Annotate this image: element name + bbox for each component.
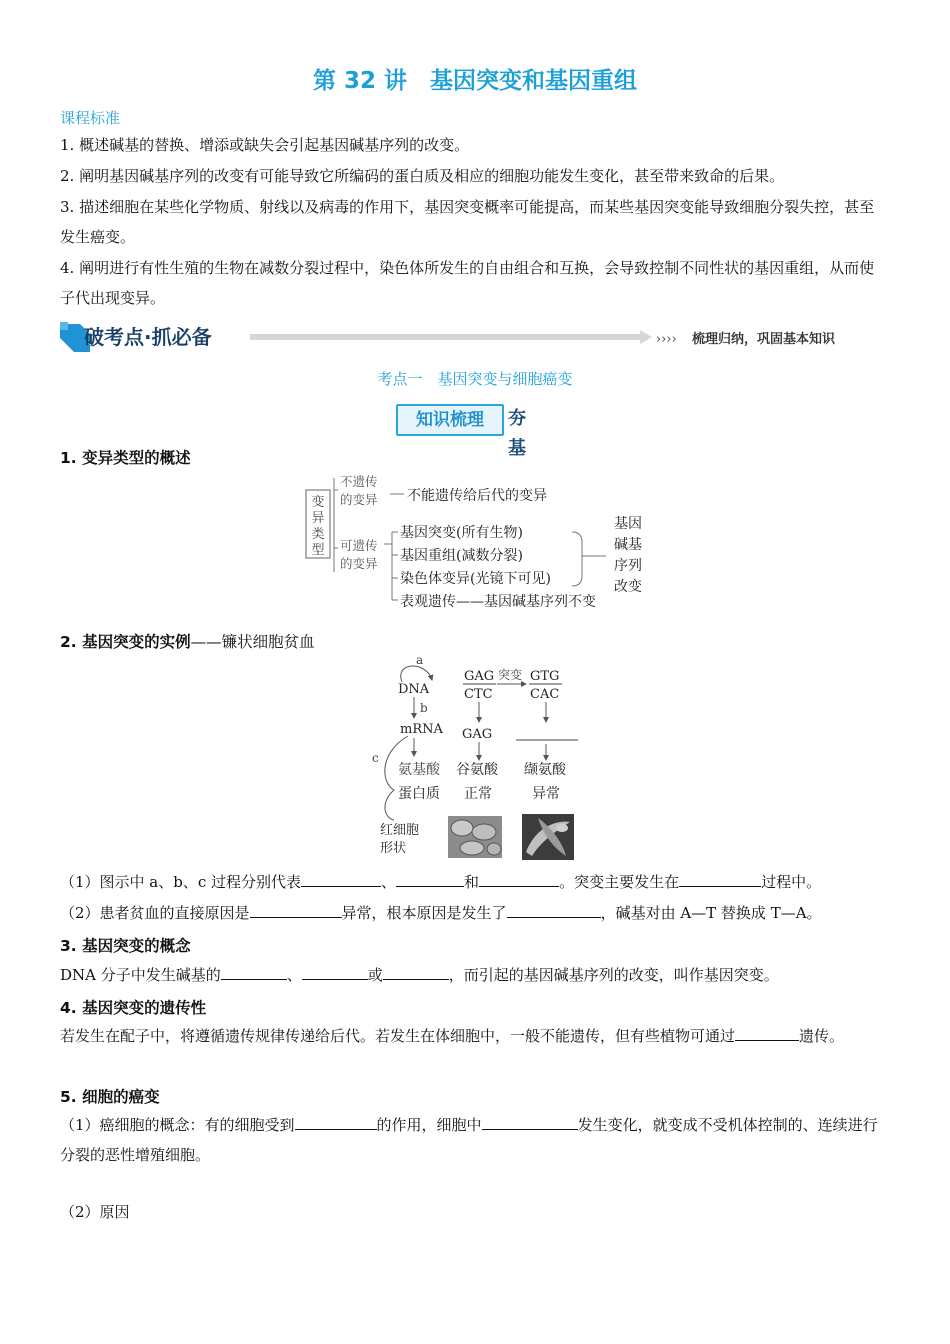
p5-lead: （1）癌细胞的概念：有的细胞受到 — [60, 1116, 295, 1134]
section-2-num: 2 — [60, 633, 71, 651]
d2-rbc1-line: 形状 — [380, 841, 407, 856]
section-5-title: . 细胞的癌变 — [70, 1088, 160, 1106]
normal-mrna-codon: GAG — [462, 727, 493, 742]
p3-sep2: 或 — [367, 966, 383, 984]
paragraph-3 — [60, 960, 886, 990]
question-1 — [60, 867, 886, 897]
section-2-title: . 基因突变的实例 — [70, 633, 191, 651]
non-heritable-desc: 不能遗传给后代的变异 — [407, 488, 547, 504]
p5-mid: 的作用，细胞中 — [376, 1116, 482, 1134]
section-4-title: . 基因突变的遗传性 — [70, 999, 207, 1017]
section-4-heading — [60, 996, 206, 1018]
section-3-title: . 基因突变的概念 — [70, 937, 191, 955]
branch-chromosome-variation: 染色体变异(光镜下可见) — [400, 571, 551, 587]
banner-right-text: 梳理归纳，巩固基本知识 — [692, 332, 836, 347]
section-4-num: 4 — [60, 999, 71, 1017]
q2-blank-b[interactable] — [507, 902, 601, 918]
section-5-num: 5 — [60, 1088, 71, 1106]
section-5-heading — [60, 1085, 160, 1107]
d1-root-line: 类 — [311, 527, 325, 542]
p4-lead: 若发生在配子中，将遵循遗传规律传递给后代。若发生在体细胞中，一般不能遗传，但有些植物可通过 — [60, 1027, 736, 1045]
d1-h-line: 可遗传 — [340, 538, 378, 553]
mutant-bottom-strand: CAC — [530, 687, 560, 702]
d1-root-line: 变 — [311, 495, 325, 510]
rbc-label — [380, 823, 419, 856]
q1-blank-b[interactable] — [396, 871, 464, 887]
p3-blank-a[interactable] — [221, 964, 287, 980]
normal-state: 正常 — [464, 786, 492, 802]
d1-nh-line: 的变异 — [340, 492, 378, 507]
kaodian-title: 考点一 基因突变与细胞癌变 — [377, 370, 573, 388]
normal-rbc-image — [448, 816, 502, 858]
q1-blank-d[interactable] — [679, 871, 761, 887]
p3-lead: DNA 分子中发生碱基的 — [60, 966, 221, 984]
p3-blank-c[interactable] — [383, 964, 449, 980]
p4-tail: 遗传。 — [799, 1027, 845, 1045]
d1-right-line: 基因 — [614, 516, 642, 532]
amino-acid-label: 氨基酸 — [398, 762, 440, 778]
badge-tail: 夯基 — [508, 408, 526, 459]
section-3-heading — [60, 934, 191, 956]
curriculum-item-2: 2. 阐明基因碱基序列的改变有可能导致它所编码的蛋白质及相应的细胞功能发生变化，甚至带来致命的后果。 — [60, 167, 785, 185]
q1-sep2: 和 — [464, 873, 480, 891]
branch-gene-mutation: 基因突变(所有生物) — [400, 525, 523, 541]
normal-bottom-strand: CTC — [464, 687, 493, 702]
p5-tail: 发生变化，就变成不受机体控制的、连续进行分裂的恶性增殖细胞。 — [60, 1116, 878, 1164]
paragraph-6: （2）原因 — [60, 1203, 130, 1221]
q1-lead: （1）图示中 a、b、c 过程分别代表 — [60, 873, 302, 891]
d1-root-line: 型 — [311, 543, 325, 558]
badge-box: 知识梳理 — [396, 404, 504, 436]
normal-amino-acid: 谷氨酸 — [456, 762, 498, 778]
p3-tail: ，而引起的基因碱基序列的改变，叫作基因突变。 — [448, 966, 779, 984]
q2-mid: 异常，根本原因是发生了 — [341, 904, 507, 922]
variation-types-diagram — [300, 472, 660, 618]
label-c: c — [372, 751, 379, 765]
p3-blank-b[interactable] — [302, 964, 368, 980]
curriculum-item-3: 3. 描述细胞在某些化学物质、射线以及病毒的作用下，基因突变概率可能提高，而某些基因突变能导致细胞分裂失控，甚至发生癌变。 — [60, 198, 875, 246]
q2-lead: （2）患者贫血的直接原因是 — [60, 904, 250, 922]
mrna-label: mRNA — [400, 722, 443, 737]
banner-arrows: ›››› — [656, 332, 677, 347]
section-1-heading — [60, 446, 191, 468]
section-1-num: 1 — [60, 449, 71, 467]
p5-blank-a[interactable] — [295, 1114, 377, 1130]
d1-right-line: 碱基 — [614, 537, 642, 553]
right-brace — [572, 532, 606, 586]
section-banner — [60, 320, 892, 356]
branch-gene-recombination: 基因重组(减数分裂) — [400, 548, 523, 564]
protein-label: 蛋白质 — [398, 786, 440, 802]
banner-rule — [250, 334, 645, 340]
section-1-title: . 变异类型的概述 — [70, 449, 191, 467]
right-label — [614, 515, 642, 595]
d1-h-line: 的变异 — [340, 556, 378, 571]
normal-top-strand: GAG — [464, 669, 495, 684]
q1-mid: 。突变主要发生在 — [559, 873, 680, 891]
q1-blank-c[interactable] — [479, 871, 559, 887]
q2-tail: ，碱基对由 A—T 替换成 T—A。 — [600, 904, 822, 922]
curriculum-item-1: 1. 概述碱基的替换、增添或缺失会引起基因碱基序列的改变。 — [60, 136, 470, 154]
d1-right-line: 序列 — [614, 558, 642, 574]
dna-label: DNA — [398, 682, 430, 697]
non-heritable-label — [340, 474, 378, 507]
paragraph-5 — [60, 1110, 886, 1170]
branch-epigenetics: 表观遗传——基因碱基序列不变 — [400, 594, 596, 610]
q1-blank-a[interactable] — [301, 871, 381, 887]
mutant-state: 异常 — [532, 786, 560, 802]
q1-tail: 过程中。 — [761, 873, 822, 891]
mutation-label: 突变 — [498, 668, 523, 682]
paragraph-4 — [60, 1021, 886, 1051]
banner-left-text: 破考点·抓必备 — [84, 325, 212, 349]
label-a: a — [416, 653, 424, 667]
sickle-rbc-image — [522, 814, 574, 860]
p5-blank-b[interactable] — [482, 1114, 578, 1130]
label-b: b — [420, 701, 428, 715]
sickle-cell-diagram — [366, 652, 586, 864]
d1-right-line: 改变 — [614, 579, 642, 595]
section-2-heading — [60, 630, 315, 652]
root-label — [311, 494, 324, 558]
d1-root-line: 异 — [311, 511, 325, 526]
curriculum-label: 课程标准 — [60, 109, 121, 127]
question-2 — [60, 898, 900, 928]
section-2-rest: ——镰状细胞贫血 — [190, 633, 315, 651]
q1-sep1: 、 — [381, 873, 397, 891]
page-title: 第 32 讲 基因突变和基因重组 — [312, 68, 638, 94]
d1-nh-line: 不遗传 — [340, 474, 378, 489]
heritable-label — [340, 538, 378, 571]
d2-rbc1-line: 红细胞 — [380, 823, 420, 838]
p4-blank[interactable] — [735, 1025, 799, 1041]
curriculum-item-4: 4. 阐明进行有性生殖的生物在减数分裂过程中，染色体所发生的自由组合和互换，会导致控制不同性状的基因重组，从而使子代出现变异。 — [60, 259, 875, 307]
section-3-num: 3 — [60, 937, 71, 955]
p3-sep1: 、 — [286, 966, 302, 984]
q2-blank-a[interactable] — [250, 902, 342, 918]
mutant-top-strand: GTG — [530, 669, 560, 684]
mutant-amino-acid: 缬氨酸 — [524, 762, 566, 778]
